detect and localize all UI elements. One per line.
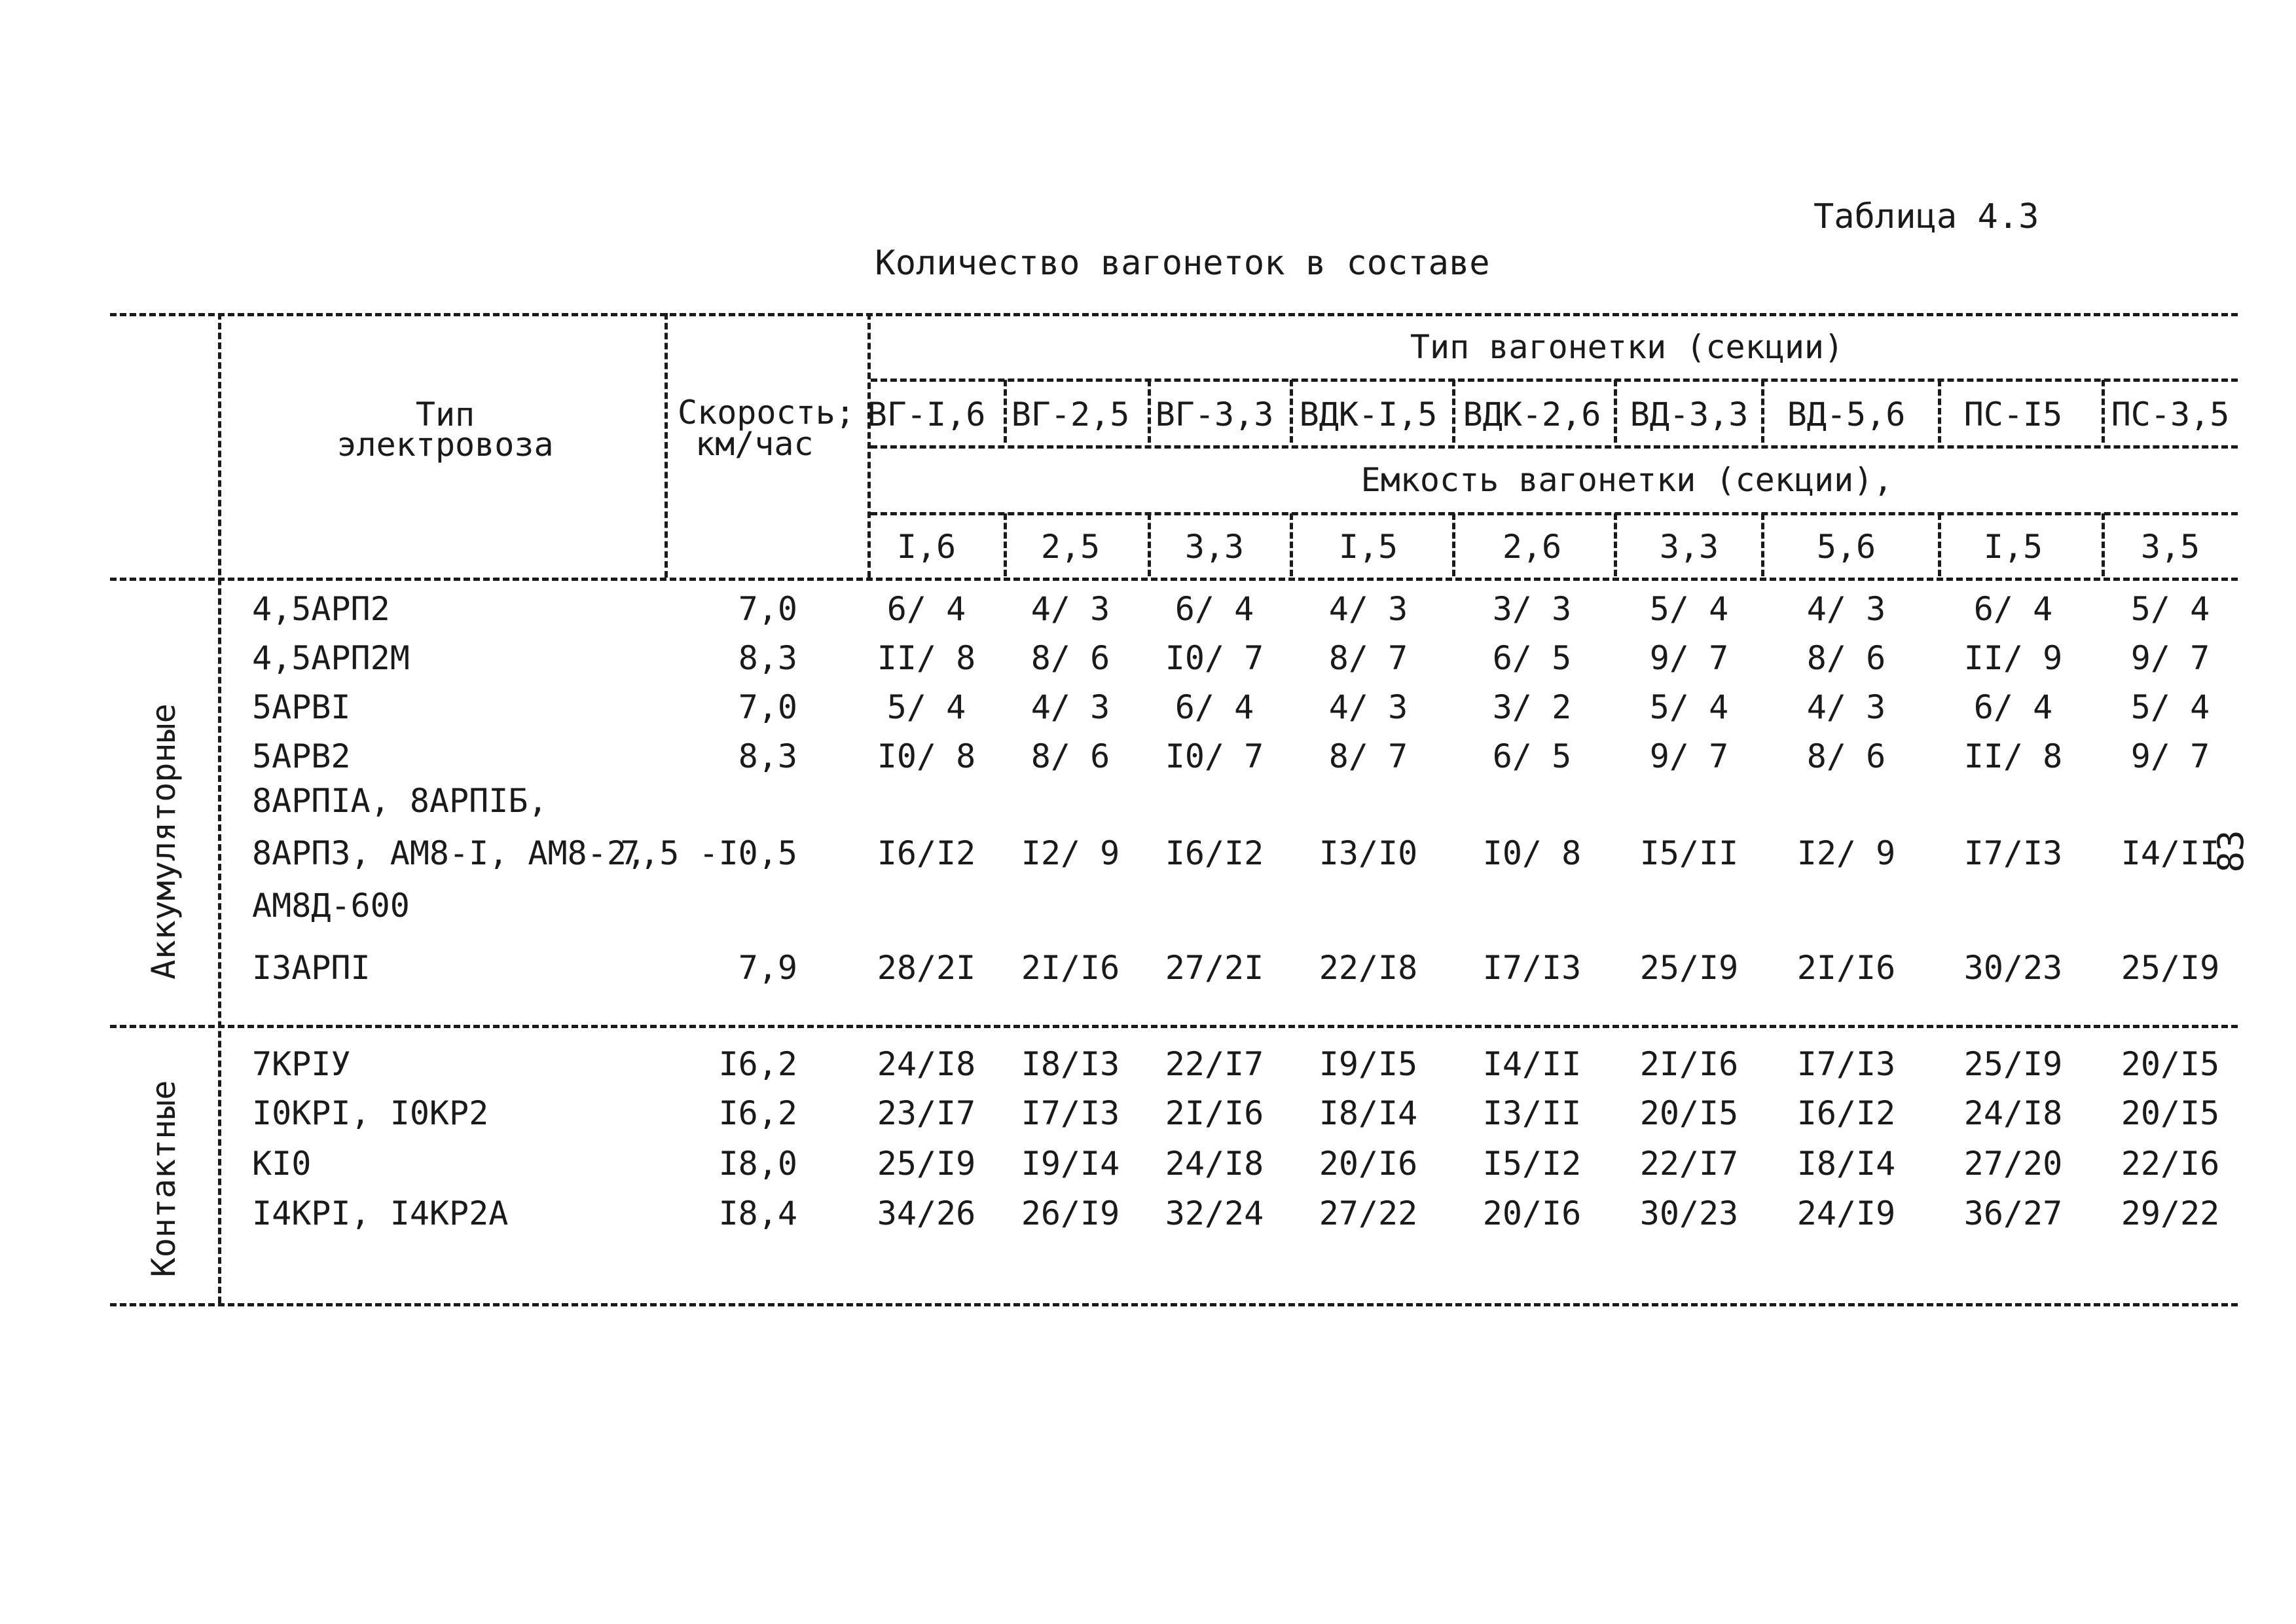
wagon-type-9: ПС-3,5 bbox=[2111, 396, 2230, 434]
capacity-9: 3,5 bbox=[2140, 528, 2200, 566]
wagon-count: 9/ 7 bbox=[2130, 639, 2210, 677]
wagon-count: 24/I8 bbox=[877, 1045, 976, 1083]
wagon-count: 26/I9 bbox=[1021, 1194, 1120, 1232]
wagon-count: 34/26 bbox=[877, 1194, 976, 1232]
wagon-count: I0/ 7 bbox=[1165, 639, 1264, 677]
wagon-count: 4/ 3 bbox=[1030, 590, 1110, 628]
wagon-count: 5/ 4 bbox=[886, 688, 966, 726]
capacity-2: 2,5 bbox=[1040, 528, 1101, 566]
capacity-3: 3,3 bbox=[1184, 528, 1245, 566]
loco-name: 5АРВI bbox=[252, 688, 351, 726]
wagon-count: 6/ 4 bbox=[1175, 688, 1254, 726]
wagon-count: 27/20 bbox=[1963, 1145, 2063, 1183]
vline-cap-4 bbox=[1452, 513, 1455, 576]
wagon-count: I9/I5 bbox=[1319, 1045, 1418, 1083]
wagon-count: 23/I7 bbox=[877, 1094, 976, 1132]
vline-cap-1 bbox=[1004, 513, 1007, 576]
speed-value: 7,0 bbox=[738, 688, 797, 726]
rule-group-divider bbox=[110, 1025, 2238, 1028]
wagon-count: 8/ 7 bbox=[1328, 737, 1408, 775]
wagon-count: 4/ 3 bbox=[1806, 590, 1886, 628]
wagon-count: I8/I4 bbox=[1319, 1094, 1418, 1132]
wagon-count: I8/I3 bbox=[1021, 1045, 1120, 1083]
wagon-count: 20/I6 bbox=[1482, 1194, 1582, 1232]
capacity-4: I,5 bbox=[1338, 528, 1398, 566]
vline-col-7 bbox=[1938, 380, 1941, 443]
wagon-count: 5/ 4 bbox=[1649, 590, 1729, 628]
wagon-count: I4/II bbox=[1482, 1045, 1582, 1083]
vline-cap-8 bbox=[2102, 513, 2105, 576]
wagon-count: 3/ 3 bbox=[1492, 590, 1572, 628]
wagon-count: I0/ 7 bbox=[1165, 737, 1264, 775]
wagon-count: 20/I5 bbox=[2121, 1045, 2220, 1083]
loco-name: I4КРI, I4КР2А bbox=[252, 1194, 509, 1232]
table-caption: Количество вагонеток в составе bbox=[875, 244, 1490, 283]
vline-group bbox=[218, 313, 221, 1303]
wagon-count: 8/ 7 bbox=[1328, 639, 1408, 677]
vline-col-5 bbox=[1614, 380, 1617, 443]
header-loco-line-2: электровоза bbox=[337, 426, 554, 464]
wagon-type-1: ВГ-I,6 bbox=[867, 396, 986, 434]
header-loco-line-1: Тип bbox=[415, 396, 475, 434]
wagon-count: 9/ 7 bbox=[1649, 639, 1729, 677]
header-capacity: Емкость вагонетки (секции), bbox=[1360, 461, 1893, 499]
speed-value: I8,4 bbox=[718, 1194, 797, 1232]
wagon-count: 5/ 4 bbox=[2130, 688, 2210, 726]
wagon-count: 24/I8 bbox=[1165, 1145, 1264, 1183]
loco-name: 4,5АРП2 bbox=[252, 590, 390, 628]
group-label-accumulator: Аккумуляторные bbox=[145, 703, 183, 980]
vline-col-8 bbox=[2102, 380, 2105, 443]
capacity-8: I,5 bbox=[1983, 528, 2043, 566]
rule-header-bottom bbox=[110, 578, 2238, 581]
vline-cap-3 bbox=[1290, 513, 1293, 576]
wagon-count: 6/ 4 bbox=[886, 590, 966, 628]
vline-speed bbox=[867, 313, 871, 578]
wagon-count: 2I/I6 bbox=[1639, 1045, 1739, 1083]
wagon-count: I6/I2 bbox=[1165, 834, 1264, 872]
wagon-count: 8/ 6 bbox=[1806, 639, 1886, 677]
wagon-count: 9/ 7 bbox=[2130, 737, 2210, 775]
speed-value: 8,3 bbox=[738, 639, 797, 677]
capacity-7: 5,6 bbox=[1816, 528, 1876, 566]
wagon-count: 24/I8 bbox=[1963, 1094, 2063, 1132]
table-label: Таблица 4.3 bbox=[1813, 197, 2039, 236]
wagon-count: 25/I9 bbox=[2121, 949, 2220, 987]
wagon-count: I6/I2 bbox=[1796, 1094, 1896, 1132]
wagon-count: 20/I6 bbox=[1319, 1145, 1418, 1183]
wagon-count: I7/I3 bbox=[1796, 1045, 1896, 1083]
wagon-count: 22/I7 bbox=[1165, 1045, 1264, 1083]
wagon-type-8: ПС-I5 bbox=[1963, 396, 2063, 434]
wagon-count: 36/27 bbox=[1963, 1194, 2063, 1232]
loco-name: 4,5АРП2М bbox=[252, 639, 410, 677]
speed-value: 7,0 bbox=[738, 590, 797, 628]
wagon-count: 22/I7 bbox=[1639, 1145, 1739, 1183]
rule-capacity-values bbox=[871, 512, 2238, 515]
wagon-type-6: ВД-3,3 bbox=[1630, 396, 1749, 434]
speed-value: 7,5 -I0,5 bbox=[620, 834, 797, 872]
vline-col-4 bbox=[1452, 380, 1455, 443]
header-wagon-type: Тип вагонетки (секции) bbox=[1410, 328, 1844, 366]
wagon-count: I7/I3 bbox=[1021, 1094, 1120, 1132]
vline-loco bbox=[665, 313, 668, 578]
wagon-count: 3/ 2 bbox=[1492, 688, 1572, 726]
wagon-count: I3/II bbox=[1482, 1094, 1582, 1132]
vline-col-3 bbox=[1290, 380, 1293, 443]
loco-name: 8АРП3, АМ8-I, АМ8-2, bbox=[252, 834, 647, 872]
wagon-count: 5/ 4 bbox=[1649, 688, 1729, 726]
wagon-count: II/ 8 bbox=[877, 639, 976, 677]
wagon-count: I2/ 9 bbox=[1796, 834, 1896, 872]
speed-value: I6,2 bbox=[718, 1094, 797, 1132]
loco-name: АМ8Д-600 bbox=[252, 887, 410, 925]
wagon-count: II/ 8 bbox=[1963, 737, 2063, 775]
wagon-count: 22/I6 bbox=[2121, 1145, 2220, 1183]
wagon-count: 27/22 bbox=[1319, 1194, 1418, 1232]
wagon-count: 28/2I bbox=[877, 949, 976, 987]
vline-cap-6 bbox=[1761, 513, 1764, 576]
wagon-count: I7/I3 bbox=[1482, 949, 1582, 987]
wagon-count: 4/ 3 bbox=[1328, 688, 1408, 726]
wagon-count: 9/ 7 bbox=[1649, 737, 1729, 775]
wagon-count: I3/I0 bbox=[1319, 834, 1418, 872]
vline-cap-2 bbox=[1148, 513, 1151, 576]
wagon-count: 4/ 3 bbox=[1328, 590, 1408, 628]
rule-wagon-type bbox=[871, 378, 2238, 382]
wagon-count: II/ 9 bbox=[1963, 639, 2063, 677]
wagon-count: I0/ 8 bbox=[877, 737, 976, 775]
wagon-count: 4/ 3 bbox=[1030, 688, 1110, 726]
wagon-count: 30/23 bbox=[1639, 1194, 1739, 1232]
header-speed-line-2: км/час bbox=[695, 425, 814, 463]
wagon-count: 2I/I6 bbox=[1165, 1094, 1264, 1132]
loco-name: 8АРПIА, 8АРПIБ, bbox=[252, 782, 548, 820]
wagon-count: 20/I5 bbox=[2121, 1094, 2220, 1132]
wagon-count: 8/ 6 bbox=[1806, 737, 1886, 775]
wagon-count: I5/II bbox=[1639, 834, 1739, 872]
header-speed-line-1: Скорость; bbox=[678, 394, 855, 432]
vline-cap-5 bbox=[1614, 513, 1617, 576]
speed-value: 8,3 bbox=[738, 737, 797, 775]
loco-name: 7КРIУ bbox=[252, 1045, 351, 1083]
capacity-1: I,6 bbox=[896, 528, 957, 566]
wagon-count: 4/ 3 bbox=[1806, 688, 1886, 726]
wagon-count: 27/2I bbox=[1165, 949, 1264, 987]
wagon-count: I4/II bbox=[2121, 834, 2220, 872]
wagon-type-3: ВГ-3,3 bbox=[1155, 396, 1274, 434]
wagon-count: 32/24 bbox=[1165, 1194, 1264, 1232]
wagon-type-5: ВДК-2,6 bbox=[1463, 396, 1601, 434]
loco-name: I0КРI, I0КР2 bbox=[252, 1094, 489, 1132]
rule-bottom bbox=[110, 1303, 2238, 1306]
loco-name: 5АРВ2 bbox=[252, 737, 351, 775]
wagon-count: 6/ 4 bbox=[1175, 590, 1254, 628]
wagon-count: 8/ 6 bbox=[1030, 639, 1110, 677]
wagon-count: 6/ 4 bbox=[1973, 590, 2053, 628]
wagon-count: I0/ 8 bbox=[1482, 834, 1582, 872]
rule-top bbox=[110, 313, 2238, 316]
wagon-count: I6/I2 bbox=[877, 834, 976, 872]
group-label-contact: Контактные bbox=[145, 1080, 183, 1278]
wagon-count: I7/I3 bbox=[1963, 834, 2063, 872]
wagon-count: 29/22 bbox=[2121, 1194, 2220, 1232]
wagon-count: 30/23 bbox=[1963, 949, 2063, 987]
wagon-count: 2I/I6 bbox=[1796, 949, 1896, 987]
page-number: 83 bbox=[2210, 830, 2251, 873]
wagon-count: 20/I5 bbox=[1639, 1094, 1739, 1132]
wagon-type-4: ВДК-I,5 bbox=[1299, 396, 1438, 434]
wagon-type-2: ВГ-2,5 bbox=[1011, 396, 1130, 434]
wagon-count: I9/I4 bbox=[1021, 1145, 1120, 1183]
wagon-count: 8/ 6 bbox=[1030, 737, 1110, 775]
wagon-count: 25/I9 bbox=[1963, 1045, 2063, 1083]
wagon-count: 5/ 4 bbox=[2130, 590, 2210, 628]
wagon-count: 25/I9 bbox=[1639, 949, 1739, 987]
vline-cap-7 bbox=[1938, 513, 1941, 576]
vline-col-6 bbox=[1761, 380, 1764, 443]
wagon-count: I5/I2 bbox=[1482, 1145, 1582, 1183]
vline-col-1 bbox=[1004, 380, 1007, 443]
wagon-type-7: ВД-5,6 bbox=[1787, 396, 1906, 434]
rule-capacity bbox=[871, 445, 2238, 449]
speed-value: 7,9 bbox=[738, 949, 797, 987]
capacity-6: 3,3 bbox=[1659, 528, 1719, 566]
loco-name: КI0 bbox=[252, 1145, 312, 1183]
wagon-count: 22/I8 bbox=[1319, 949, 1418, 987]
wagon-count: 24/I9 bbox=[1796, 1194, 1896, 1232]
wagon-count: 6/ 5 bbox=[1492, 639, 1572, 677]
wagon-count: I2/ 9 bbox=[1021, 834, 1120, 872]
wagon-count: 6/ 4 bbox=[1973, 688, 2053, 726]
wagon-count: 6/ 5 bbox=[1492, 737, 1572, 775]
wagon-count: I8/I4 bbox=[1796, 1145, 1896, 1183]
vline-col-2 bbox=[1148, 380, 1151, 443]
wagon-count: 2I/I6 bbox=[1021, 949, 1120, 987]
wagon-count: 25/I9 bbox=[877, 1145, 976, 1183]
speed-value: I6,2 bbox=[718, 1045, 797, 1083]
speed-value: I8,0 bbox=[718, 1145, 797, 1183]
loco-name: I3АРПI bbox=[252, 949, 371, 987]
capacity-5: 2,6 bbox=[1502, 528, 1562, 566]
